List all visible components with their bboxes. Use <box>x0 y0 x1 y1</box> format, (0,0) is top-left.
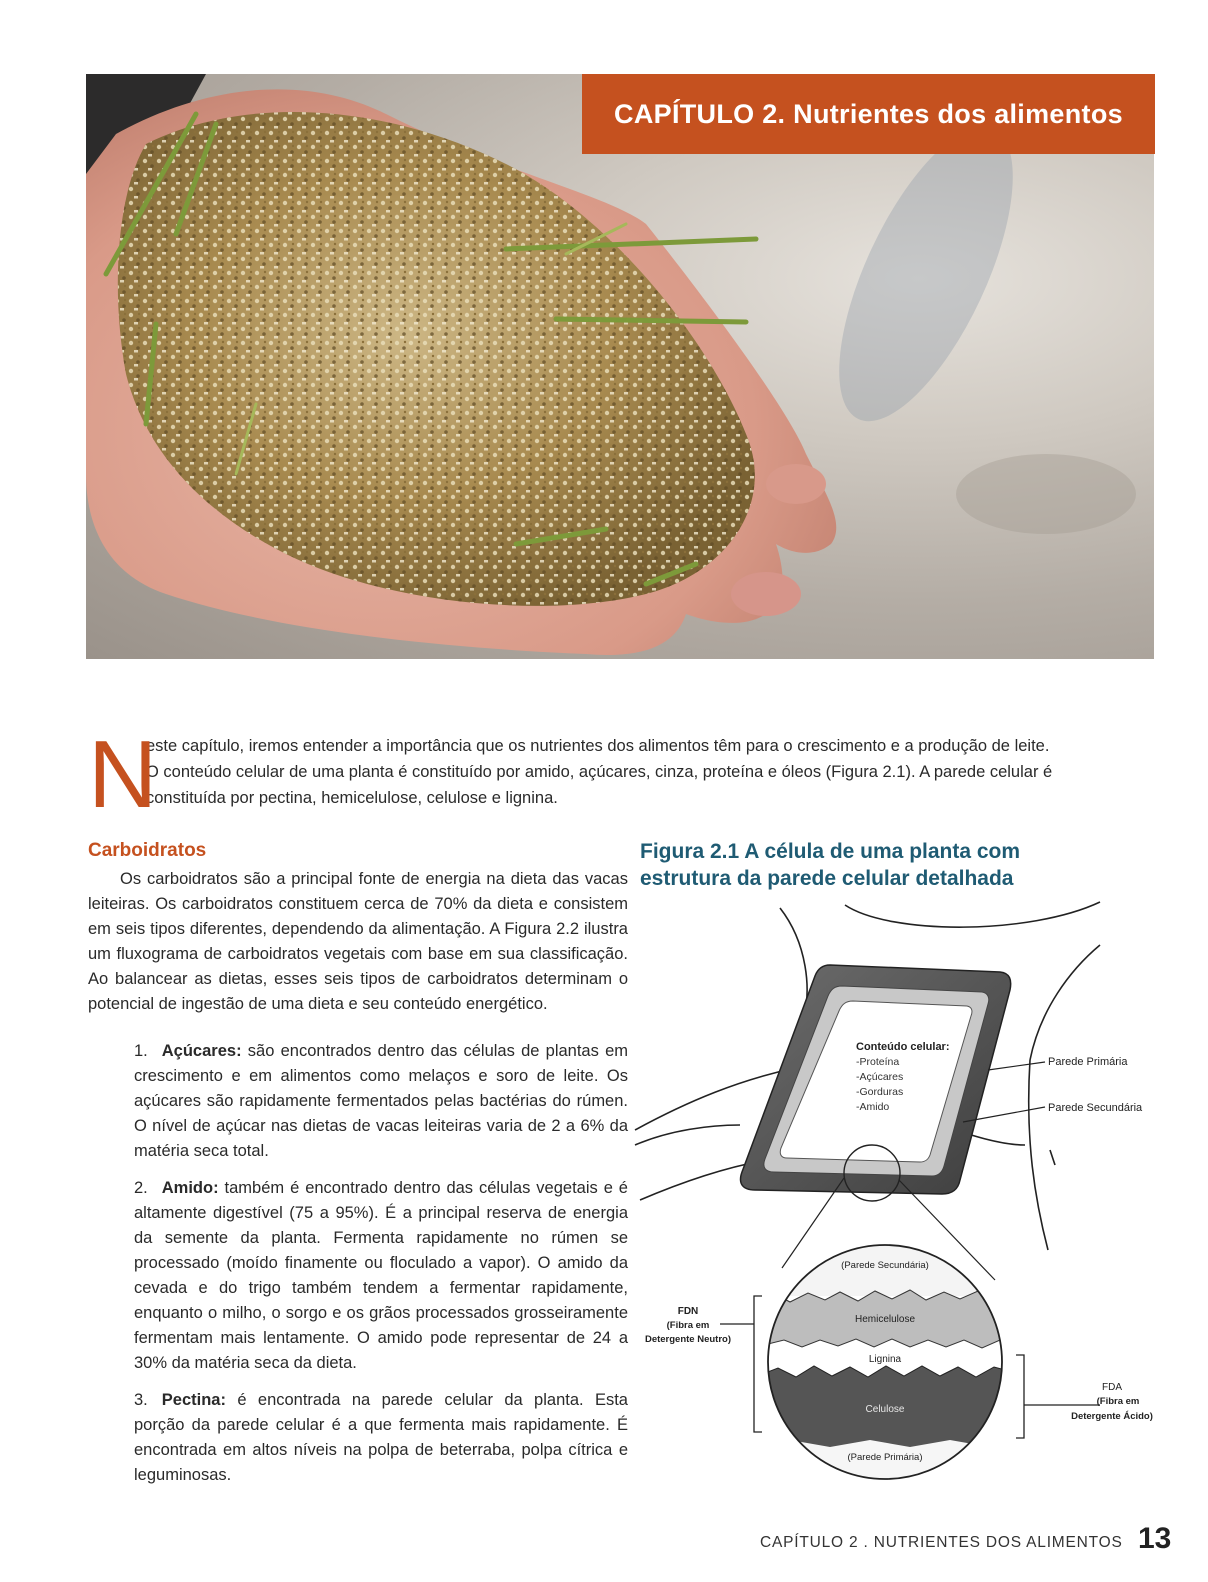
fda-label-line: Detergente Ácido) <box>1071 1411 1153 1422</box>
zoom-bottom-label: (Parede Primária) <box>847 1452 923 1463</box>
list-item-term: Açúcares: <box>161 1042 242 1060</box>
list-item-text: é encontrada na parede celular da planta. Esta porção da parede celular é a que fermenta mais rapidamente. É encontrada em altos níveis na polpa de beterraba, polpa cítrica e leguminosas. <box>134 1391 628 1484</box>
cell-content-title: Conteúdo celular: <box>856 1041 950 1053</box>
page-number: 13 <box>1138 1522 1172 1555</box>
carbohydrates-paragraph: Os carboidratos são a principal fonte de energia na dieta das vacas leiteiras. Os carboidratos constituem cerca de 70% da dieta e consistem em seis tipos diferentes, dependendo da alimentação. A Figura 2.2 ilustra um fluxograma de carboidratos vegetais com base em sua classificação. Ao balancear as dietas, esses seis tipos de carboidratos determinam o potencial de ingestão de uma dieta e seu conteúdo energético. <box>88 870 628 1013</box>
list-item <box>134 1176 628 1376</box>
figure-title: Figura 2.1 A célula de uma planta com estrutura da parede celular detalhada <box>640 840 1021 890</box>
lignin-label: Lignina <box>868 1354 902 1365</box>
plant-cell-diagram <box>630 900 1170 1500</box>
intro-text <box>146 733 1128 811</box>
list-item-number: 3. <box>134 1391 148 1409</box>
fdn-label-line: Detergente Neutro) <box>644 1334 732 1345</box>
hemicellulose-label: Hemicelulose <box>854 1314 916 1325</box>
cellulose-label: Celulose <box>865 1404 905 1415</box>
carbohydrates-heading: Carboidratos <box>88 840 207 861</box>
cell-content-item: -Proteína <box>856 1056 900 1068</box>
list-item <box>134 1388 628 1488</box>
list-item-number: 1. <box>134 1042 148 1060</box>
running-footer-title: CAPÍTULO 2 . NUTRIENTES DOS ALIMENTOS <box>760 1534 1123 1551</box>
cell-content-item: -Amido <box>856 1101 890 1113</box>
list-item-term: Pectina: <box>161 1391 226 1409</box>
cell-content-item: -Açúcares <box>856 1071 904 1083</box>
list-item-text: são encontrados dentro das células de plantas em crescimento e em alimentos como melaços e soro de leite. Os açúcares são rapidamente fermentados pelas bactérias do rúmen. O nível de açúcar nas dietas de vacas leiteiras varia de 2 a 6% da matéria seca total. <box>134 1042 628 1160</box>
list-item-term: Amido: <box>161 1179 219 1197</box>
list-item-number: 2. <box>134 1179 148 1197</box>
intro-paragraph <box>88 721 1128 828</box>
cell-content-item: -Gorduras <box>856 1086 904 1098</box>
chapter-hero-photo <box>86 74 1154 659</box>
carbohydrates-section <box>88 838 628 1500</box>
fda-label-line: (Fibra em <box>1096 1396 1140 1407</box>
intro-rest: O conteúdo celular de uma planta é constituído por amido, açúcares, cinza, proteína e óleos (Figura 2.1). A parede celular é constituída por pectina, hemicelulose, celulose e lignina. <box>146 763 1053 807</box>
zoom-top-label: (Parede Secundária) <box>841 1260 929 1271</box>
list-item-text: também é encontrado dentro das células vegetais e é altamente digestível (75 a 95%). É a principal reserva de energia da semente da planta. Fermenta rapidamente no rúmen se processado (moído finamente ou floculado a vapor). O amido da cevada e do trigo também tendem a fermentar rapidamente, enquanto o milho, o sorgo e os grãos processados grosseiramente fermentam mais lentamente. O amido pode representar de 24 a 30% da matéria seca da dieta. <box>134 1179 628 1372</box>
chapter-title: CAPÍTULO 2. Nutrientes dos alimentos <box>614 98 1123 129</box>
cell-wall-diagram-svg <box>630 900 1170 1500</box>
carbohydrate-types-list <box>88 1039 628 1488</box>
hand-holding-feed-illustration <box>86 74 1154 659</box>
primary-wall-label: Parede Primária <box>1048 1056 1128 1068</box>
drop-cap: N <box>88 721 158 828</box>
intro-line-1: este capítulo, iremos entender a importância que os nutrientes dos alimentos têm para o crescimento e a produção de leite. <box>146 737 1050 755</box>
fdn-label-line: (Fibra em <box>666 1320 710 1331</box>
fdn-label: FDN <box>677 1306 699 1317</box>
fda-label: FDA <box>1102 1382 1122 1393</box>
secondary-wall-label: Parede Secundária <box>1048 1102 1143 1114</box>
chapter-title-banner <box>582 74 1155 154</box>
list-item <box>134 1039 628 1164</box>
